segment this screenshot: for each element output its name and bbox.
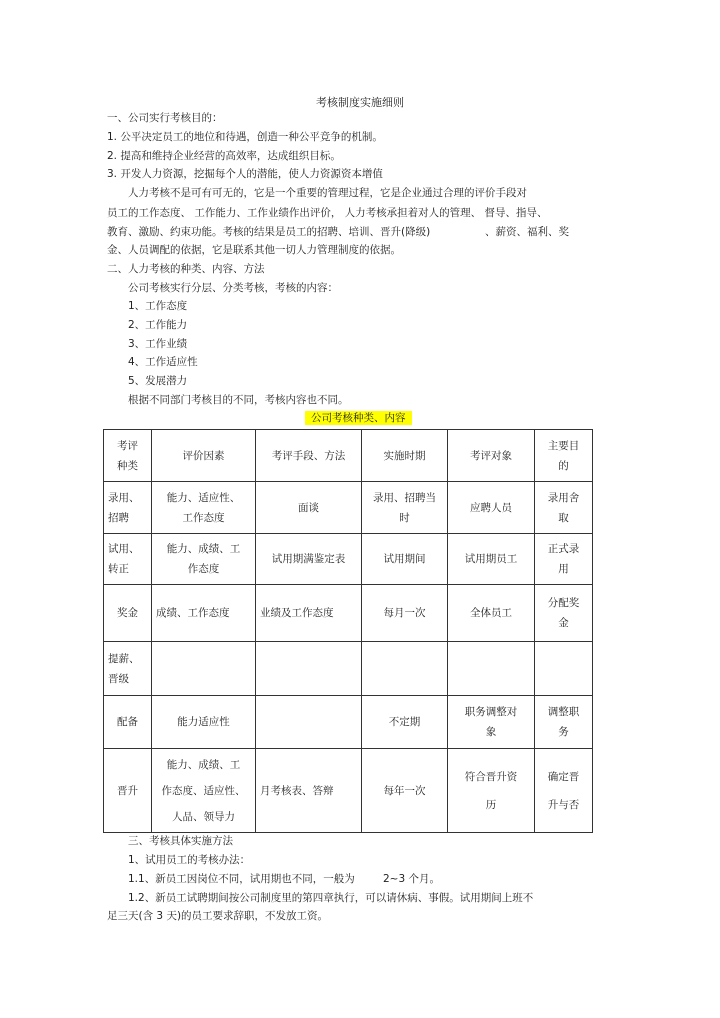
header-cell: 实施时期 xyxy=(362,430,448,482)
table-row xyxy=(104,642,593,696)
table-cell: 提薪、 晋级 xyxy=(104,642,152,696)
header-cell: 考评手段、方法 xyxy=(256,430,362,482)
header-cell: 考评对象 xyxy=(448,430,535,482)
paragraph-1-line-3a: 教育、激励、约束功能。考核的结果是员工的招聘、培训、晋升(降级) xyxy=(107,226,431,238)
table-cell: 每年一次 xyxy=(362,749,448,833)
section-2-intro: 公司考核实行分层、分类考核，考核的内容： xyxy=(128,282,338,294)
table-cell: 配备 xyxy=(104,696,152,749)
table-cell: 全体员工 xyxy=(448,585,535,642)
table-cell xyxy=(256,642,362,696)
table-cell: 试用期满鉴定表 xyxy=(256,534,362,585)
table-cell: 业绩及工作态度 xyxy=(256,585,362,642)
section-3-item-1-2b: 足三天(含 3 天)的员工要求辞职，不发放工资。 xyxy=(107,910,329,922)
paragraph-1-line-1: 人力考核不是可有可无的，它是一个重要的管理过程，它是企业通过合理的评价手段对 xyxy=(128,187,527,199)
table-row xyxy=(104,749,593,833)
content-item-2: 2、工作能力 xyxy=(128,319,188,331)
header-cell: 评价因素 xyxy=(152,430,256,482)
table-row xyxy=(104,585,593,642)
section-2-heading: 二、人力考核的种类、内容、方法 xyxy=(107,263,265,275)
table-cell: 试用期间 xyxy=(362,534,448,585)
table-cell xyxy=(535,642,593,696)
content-item-5: 5、发展潜力 xyxy=(128,375,188,387)
section-1-item-2: 2. 提高和维持企业经营的高效率，达成组织目标。 xyxy=(107,150,341,162)
table-header-row xyxy=(104,430,593,482)
section-3-heading: 三、考核具体实施方法 xyxy=(128,835,233,847)
section-3-item-1-1a: 1.1、新员工因岗位不同，试用期也不同，一般为 xyxy=(128,873,355,885)
assessment-table xyxy=(103,429,593,833)
content-item-3: 3、工作业绩 xyxy=(128,338,188,350)
section-3-sub-1: 1、试用员工的考核办法： xyxy=(128,854,251,866)
table-cell: 录用、招聘当 时 xyxy=(362,482,448,534)
table-cell: 月考核表、答辩 xyxy=(256,749,362,833)
table-row xyxy=(104,696,593,749)
table-cell: 录用舍 取 xyxy=(535,482,593,534)
table-cell: 晋升 xyxy=(104,749,152,833)
table-cell xyxy=(362,642,448,696)
paragraph-1-line-4: 金、人员调配的依据，它是联系其他一切人力管理制度的依据。 xyxy=(107,244,401,256)
table-cell: 能力、成绩、工 作态度、适应性、 人品、领导力 xyxy=(152,749,256,833)
table-cell: 职务调整对 象 xyxy=(448,696,535,749)
header-cell: 考评 种类 xyxy=(104,430,152,482)
header-cell: 主要目 的 xyxy=(535,430,593,482)
paragraph-1-line-2: 员工的工作态度、 工作能力、工作业绩作出评价， 人力考核承担着对人的管理、 督导、指导、 xyxy=(107,207,548,219)
table-cell: 试用、 转正 xyxy=(104,534,152,585)
table-cell: 符合晋升资 历 xyxy=(448,749,535,833)
section-2-note: 根据不同部门考核目的不同，考核内容也不同。 xyxy=(128,394,349,406)
table-cell: 奖金 xyxy=(104,585,152,642)
table-cell: 录用、 招聘 xyxy=(104,482,152,534)
table-cell: 正式录 用 xyxy=(535,534,593,585)
content-item-4: 4、工作适应性 xyxy=(128,356,198,368)
table-cell: 调整职 务 xyxy=(535,696,593,749)
table-cell: 能力、适应性、 工作态度 xyxy=(152,482,256,534)
section-1-item-1: 1. 公平决定员工的地位和待遇，创造一种公平竞争的机制。 xyxy=(107,131,383,143)
table-cell: 面谈 xyxy=(256,482,362,534)
table-cell xyxy=(152,642,256,696)
table-caption-text: 公司考核种类、内容 xyxy=(305,411,412,425)
table-cell: 应聘人员 xyxy=(448,482,535,534)
table-cell xyxy=(256,696,362,749)
section-3-item-1-1b: 2~3 个月。 xyxy=(383,873,440,885)
section-1-item-3: 3. 开发人力资源，挖掘每个人的潜能，使人力资源资本增值 xyxy=(107,168,383,180)
table-cell: 能力、成绩、工 作态度 xyxy=(152,534,256,585)
page-title: 考核制度实施细则 xyxy=(316,96,404,109)
paragraph-1-line-3b: 、薪资、福利、奖 xyxy=(485,226,569,238)
table-cell: 确定晋 升与否 xyxy=(535,749,593,833)
table-cell: 成绩、工作态度 xyxy=(152,585,256,642)
section-1-heading: 一、公司实行考核目的： xyxy=(107,112,223,124)
table-row xyxy=(104,482,593,534)
table-caption xyxy=(305,411,412,425)
table-cell xyxy=(448,642,535,696)
content-item-1: 1、工作态度 xyxy=(128,300,188,312)
table-cell: 分配奖 金 xyxy=(535,585,593,642)
table-row xyxy=(104,534,593,585)
table-cell: 不定期 xyxy=(362,696,448,749)
table-cell: 试用期员工 xyxy=(448,534,535,585)
table-cell: 每月一次 xyxy=(362,585,448,642)
table-cell: 能力适应性 xyxy=(152,696,256,749)
section-3-item-1-2a: 1.2、新员工试聘期间按公司制度里的第四章执行，可以请休病、事假。试用期间上班不 xyxy=(128,892,534,904)
